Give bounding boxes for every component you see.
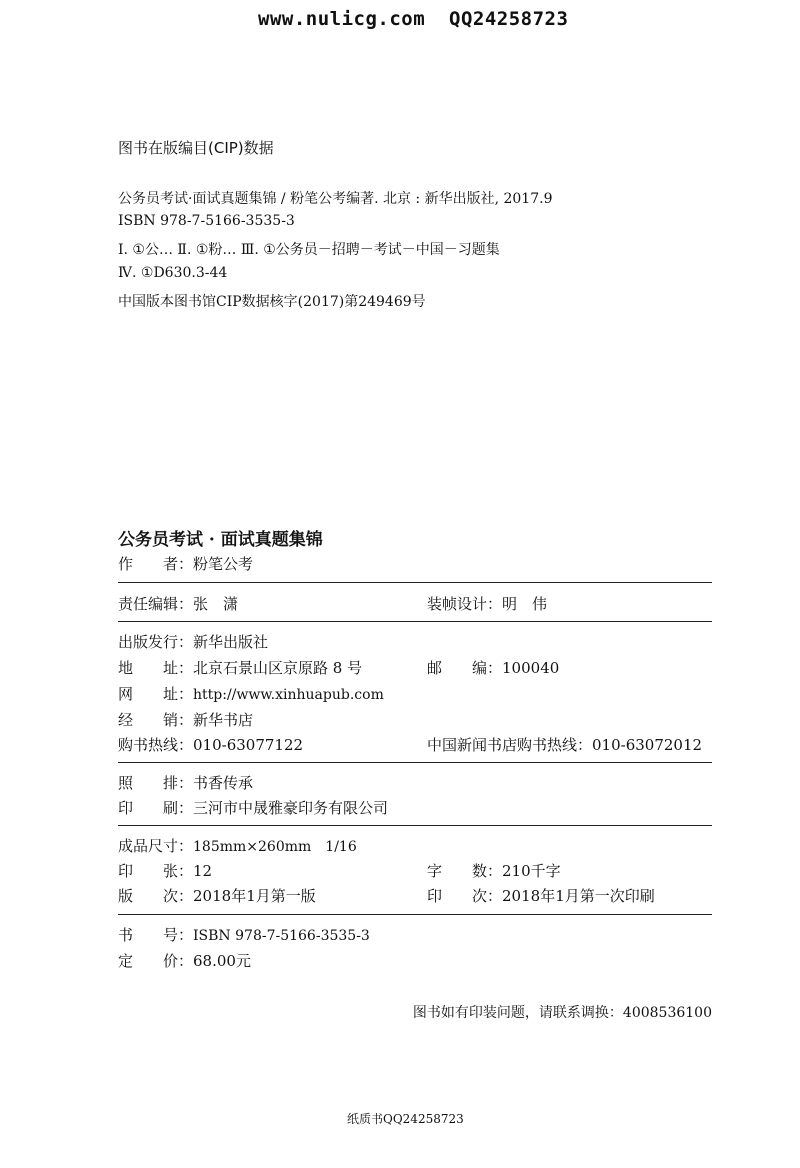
address-label: 地 址： bbox=[118, 659, 194, 677]
edition-value: 2018年1月第一版 bbox=[193, 887, 316, 905]
cip-line-5: 中国版本图书馆CIP数据核字(2017)第249469号 bbox=[118, 294, 426, 310]
distributor-row bbox=[118, 709, 253, 730]
printer-value: 三河市中晟雅豪印务有限公司 bbox=[193, 799, 389, 817]
edition-row bbox=[118, 885, 316, 906]
sheets-value: 12 bbox=[193, 862, 213, 880]
price-label: 定 价： bbox=[118, 952, 194, 970]
distributor-value: 新华书店 bbox=[193, 711, 254, 729]
cip-line-2: ISBN 978-7-5166-3535-3 bbox=[118, 213, 295, 229]
divider-5 bbox=[118, 914, 712, 915]
hotline-row bbox=[118, 734, 303, 755]
typeset-label: 照 排： bbox=[118, 774, 194, 792]
price-row bbox=[118, 950, 251, 971]
designer-row bbox=[427, 593, 547, 614]
website-label: 网 址： bbox=[118, 685, 194, 703]
sheets-label: 印 张： bbox=[118, 862, 194, 880]
website-link[interactable]: http://www.xinhuapub.com bbox=[193, 687, 384, 703]
impression-value: 2018年1月第一次印刷 bbox=[502, 887, 655, 905]
divider-2 bbox=[118, 621, 712, 622]
editor-row bbox=[118, 593, 238, 614]
footer-watermark: 纸质书QQ24258723 bbox=[347, 1112, 464, 1126]
cip-heading: 图书在版编目(CIP)数据 bbox=[118, 139, 274, 157]
cip-line-1: 公务员考试·面试真题集锦 / 粉笔公考编著. 北京 : 新华出版社, 2017.9 bbox=[118, 191, 553, 207]
size-value: 185mm×260mm 1/16 bbox=[193, 839, 357, 855]
hotline-value: 010-63077122 bbox=[193, 736, 304, 754]
publisher-label: 出版发行： bbox=[118, 633, 194, 651]
sheets-row bbox=[118, 860, 212, 881]
divider-3 bbox=[118, 762, 712, 763]
words-label: 字 数： bbox=[427, 862, 503, 880]
cip-line-4: Ⅳ. ①D630.3-44 bbox=[118, 265, 228, 281]
header-url: www.nulicg.com bbox=[258, 8, 426, 30]
words-row bbox=[427, 860, 561, 881]
editor-label: 责任编辑： bbox=[118, 595, 194, 613]
distributor-label: 经 销： bbox=[118, 711, 194, 729]
editor-value: 张 潇 bbox=[193, 595, 239, 613]
typeset-row bbox=[118, 772, 253, 793]
size-row bbox=[118, 835, 357, 856]
postcode-value: 100040 bbox=[502, 659, 560, 677]
price-value: 68.00元 bbox=[193, 952, 251, 970]
header-watermark bbox=[258, 8, 568, 30]
isbn-value: ISBN 978-7-5166-3535-3 bbox=[193, 928, 370, 944]
isbn-label: 书 号： bbox=[118, 926, 194, 944]
typeset-value: 书香传承 bbox=[193, 774, 254, 792]
cn-hotline-row bbox=[427, 734, 702, 755]
address-value: 北京石景山区京原路 8 号 bbox=[193, 659, 363, 677]
words-value: 210千字 bbox=[502, 862, 561, 880]
postcode-row bbox=[427, 657, 559, 678]
postcode-label: 邮 编： bbox=[427, 659, 503, 677]
cip-line-3: Ⅰ. ①公… Ⅱ. ①粉… Ⅲ. ①公务员－招聘－考试－中国－习题集 bbox=[118, 242, 500, 258]
publisher-row bbox=[118, 631, 268, 652]
impression-row bbox=[427, 885, 655, 906]
designer-label: 装帧设计： bbox=[427, 595, 503, 613]
website-row bbox=[118, 683, 384, 704]
author-label: 作 者： bbox=[118, 555, 194, 573]
cn-hotline-value: 010-63072012 bbox=[592, 736, 703, 754]
hotline-label: 购书热线： bbox=[118, 736, 194, 754]
size-label: 成品尺寸： bbox=[118, 837, 194, 855]
designer-value: 明 伟 bbox=[502, 595, 548, 613]
divider-4 bbox=[118, 825, 712, 826]
author-value: 粉笔公考 bbox=[193, 555, 254, 573]
printer-row bbox=[118, 797, 388, 818]
quality-notice: 图书如有印装问题，请联系调换：4008536100 bbox=[412, 1005, 712, 1021]
impression-label: 印 次： bbox=[427, 887, 503, 905]
cn-hotline-label: 中国新闻书店购书热线： bbox=[427, 736, 593, 754]
printer-label: 印 刷： bbox=[118, 799, 194, 817]
header-qq: QQ24258723 bbox=[449, 8, 569, 30]
book-title: 公务员考试 · 面试真题集锦 bbox=[118, 530, 323, 550]
address-row bbox=[118, 657, 362, 678]
isbn-row bbox=[118, 924, 370, 945]
edition-label: 版 次： bbox=[118, 887, 194, 905]
author-row bbox=[118, 553, 253, 574]
publisher-name: 新华出版社 bbox=[193, 633, 269, 651]
divider-1 bbox=[118, 582, 712, 583]
